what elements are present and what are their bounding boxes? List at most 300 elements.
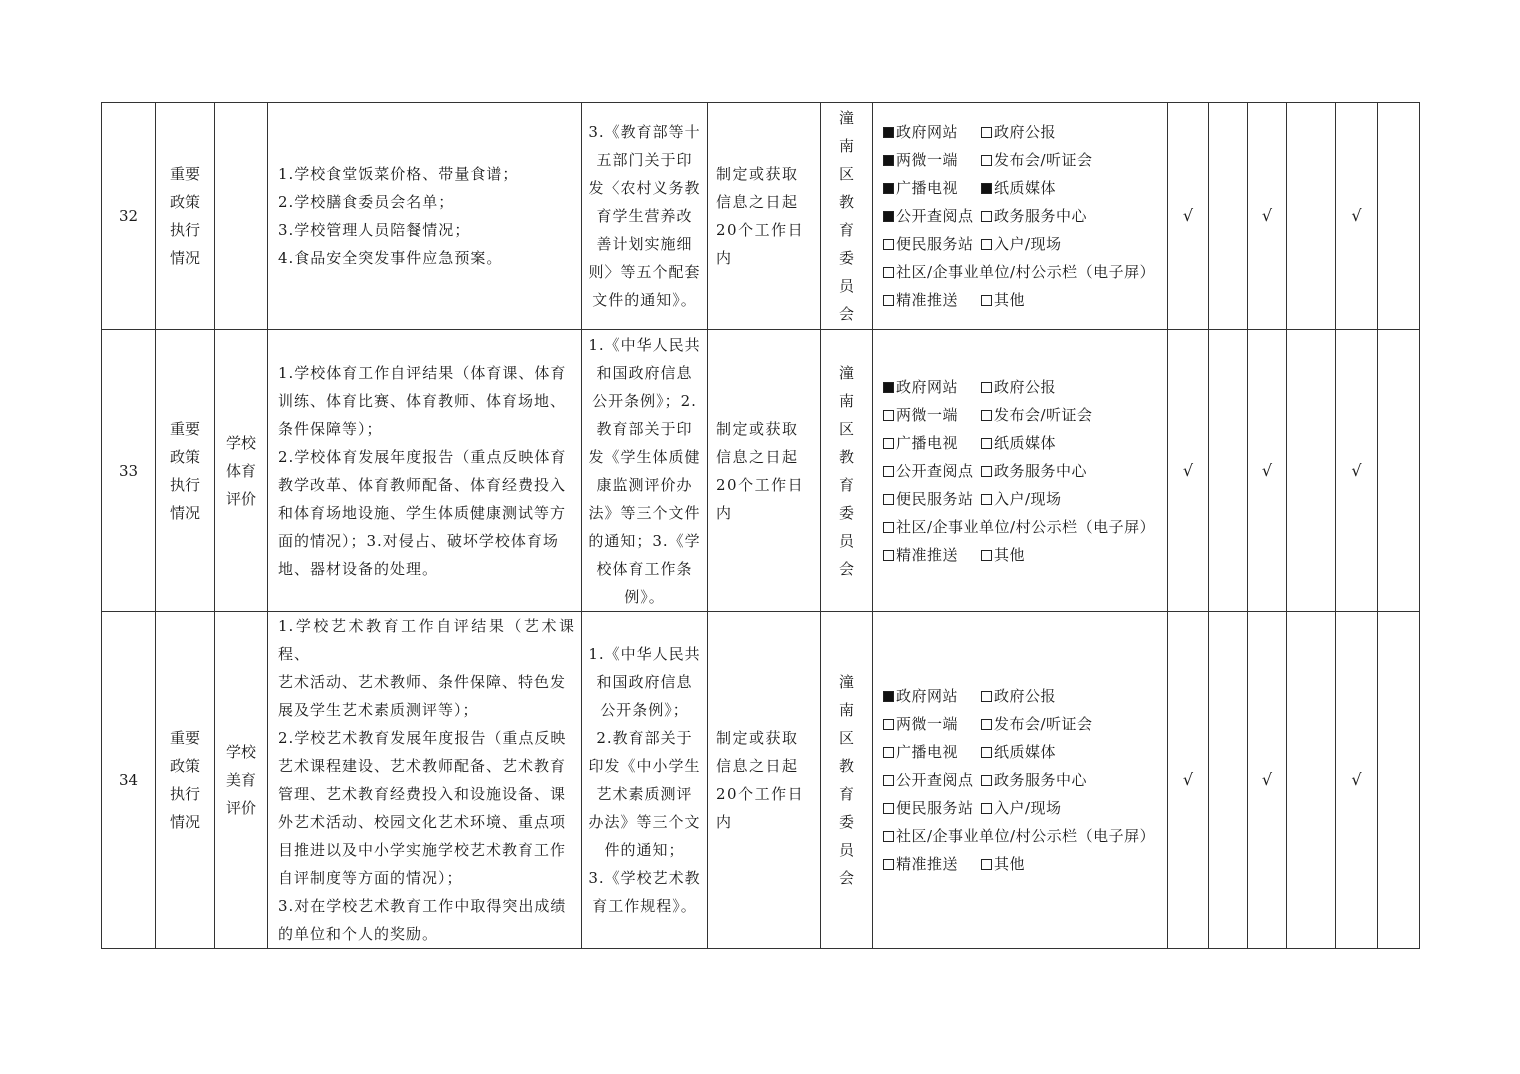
- unchecked-box-icon: [883, 466, 894, 477]
- unchecked-box-icon: [981, 550, 992, 561]
- channel-label: 两微一端: [896, 405, 959, 424]
- organization-char: 潼: [838, 109, 854, 127]
- unchecked-box-icon: [981, 803, 992, 814]
- channel-option: [981, 373, 1056, 401]
- unchecked-box-icon: [981, 382, 992, 393]
- channel-option: [883, 202, 981, 230]
- organization-char: 会: [838, 559, 854, 578]
- channel-row: [883, 118, 1163, 146]
- channel-option: [883, 710, 981, 738]
- check-mark: √: [1182, 770, 1194, 789]
- organization-char: 委: [838, 249, 854, 267]
- mark-cell: [1287, 612, 1336, 949]
- channel-option: [981, 541, 1025, 569]
- channel-option: [981, 738, 1056, 766]
- basis-line: 育学生营养改: [596, 207, 693, 225]
- channel-option: [883, 373, 981, 401]
- channel-option: [883, 258, 1155, 286]
- content-cell: [268, 330, 582, 612]
- channel-option: [883, 682, 981, 710]
- basis-line: 文件的通知》。: [592, 291, 697, 309]
- organization-char: 南: [838, 391, 854, 410]
- check-mark: √: [1351, 206, 1362, 225]
- channel-label: 政府公报: [994, 377, 1057, 396]
- content-line: 目推进以及中小学实施学校艺术教育工作: [278, 841, 567, 859]
- channel-label: 社区/企事业单位/村公示栏（电子屏）: [896, 827, 1156, 845]
- content-line: 外艺术活动、校园文化艺术环境、重点项: [278, 813, 567, 831]
- channel-option: [981, 429, 1056, 457]
- unchecked-box-icon: [883, 803, 894, 814]
- mark-cell: [1209, 330, 1248, 612]
- unchecked-box-icon: [981, 466, 992, 477]
- content-line: 3.学校管理人员陪餐情况；: [278, 221, 471, 239]
- channel-label: 纸质媒体: [994, 179, 1057, 197]
- channel-label: 公开查阅点: [896, 771, 974, 789]
- subcategory-char: 体育: [225, 461, 256, 480]
- basis-line: 五部门关于印: [596, 151, 693, 169]
- content-line: 2.学校体育发展年度报告（重点反映体育: [278, 447, 567, 466]
- organization-char: 区: [838, 419, 854, 438]
- content-line: 艺术课程建设、艺术教师配备、艺术教育: [278, 757, 567, 775]
- content-line: 的单位和个人的奖励。: [278, 925, 439, 943]
- content-cell: [268, 612, 582, 949]
- channel-row: [883, 822, 1163, 850]
- row-number: 32: [118, 207, 139, 225]
- organization-char: 委: [838, 503, 854, 522]
- channel-option: [981, 146, 1093, 174]
- channel-label: 政务服务中心: [994, 207, 1088, 225]
- organization-char: 潼: [838, 363, 854, 382]
- unchecked-box-icon: [883, 775, 894, 786]
- channel-row: [883, 258, 1163, 286]
- organization-char: 教: [838, 193, 854, 211]
- channel-row: [883, 146, 1163, 174]
- check-mark: √: [1182, 206, 1194, 225]
- channel-option: [981, 118, 1056, 146]
- category-char: 政策: [169, 447, 200, 466]
- channel-label: 纸质媒体: [994, 743, 1057, 761]
- basis-line: 1.《中华人民共: [588, 645, 701, 663]
- channel-row: [883, 174, 1163, 202]
- channel-label: 政务服务中心: [994, 771, 1088, 789]
- content-line: 自评制度等方面的情况）；: [278, 869, 463, 887]
- content-line: 3.对在学校艺术教育工作中取得突出成绩: [278, 897, 567, 915]
- channel-label: 发布会/听证会: [994, 151, 1093, 169]
- channel-label: 公开查阅点: [896, 461, 974, 480]
- row-number-cell: [102, 612, 156, 949]
- basis-line: 公开条例》；2.: [592, 391, 697, 410]
- unchecked-box-icon: [981, 410, 992, 421]
- category-cell: [156, 330, 215, 612]
- channel-label: 政府公报: [994, 687, 1057, 705]
- category-char: 政策: [169, 193, 200, 211]
- channel-label: 精准推送: [896, 545, 959, 564]
- content-line: 训练、体育比赛、体育教师、体育场地、: [278, 391, 567, 410]
- basis-line: 发《学生体质健: [588, 447, 701, 466]
- channel-row: [883, 429, 1163, 457]
- checked-box-icon: [981, 183, 992, 194]
- basis-line: 办法》等三个文: [588, 813, 701, 831]
- organization-char: 潼: [838, 673, 854, 691]
- basis-line: 则〉等五个配套: [588, 263, 701, 281]
- content-line: 条件保障等）；: [278, 419, 383, 438]
- checked-box-icon: [883, 382, 894, 393]
- basis-line: 教育部关于印: [596, 419, 693, 438]
- channel-option: [883, 286, 981, 314]
- time-line: 20个工作日: [716, 785, 805, 803]
- basis-line: 和国政府信息: [596, 673, 693, 691]
- channel-label: 政府网站: [896, 123, 959, 141]
- channel-row: [883, 710, 1163, 738]
- channel-label: 公开查阅点: [896, 207, 974, 225]
- unchecked-box-icon: [883, 438, 894, 449]
- organization-char: 育: [838, 221, 854, 239]
- check-mark: √: [1351, 460, 1362, 480]
- category-char: 执行: [169, 475, 200, 494]
- row-number-cell: [102, 103, 156, 330]
- content-line: 1.学校艺术教育工作自评结果（艺术课程、: [278, 617, 575, 663]
- category-char: 执行: [169, 221, 200, 239]
- content-line: 1.学校食堂饭菜价格、带量食谱；: [278, 165, 519, 183]
- content-line: 2.学校膳食委员会名单；: [278, 193, 455, 211]
- channel-label: 广播电视: [896, 743, 959, 761]
- subcategory-cell: [215, 612, 268, 949]
- channel-row: [883, 373, 1163, 401]
- channel-label: 两微一端: [896, 151, 959, 169]
- row-number-cell: [102, 330, 156, 612]
- unchecked-box-icon: [883, 410, 894, 421]
- basis-cell: [582, 103, 708, 330]
- channel-row: [883, 513, 1163, 541]
- channel-option: [883, 230, 981, 258]
- checked-box-icon: [883, 691, 894, 702]
- table-body: [102, 103, 1420, 949]
- subcategory-char: 美育: [225, 771, 256, 789]
- time-line: 制定或获取: [716, 419, 799, 438]
- channel-row: [883, 401, 1163, 429]
- channel-row: [883, 286, 1163, 314]
- organization-char: 员: [838, 841, 854, 859]
- channel-option: [981, 230, 1062, 258]
- channel-label: 广播电视: [896, 433, 959, 452]
- time-line: 信息之日起: [716, 447, 799, 466]
- basis-cell: [582, 612, 708, 949]
- basis-line: 件的通知；: [604, 841, 685, 859]
- channel-option: [883, 738, 981, 766]
- mark-cell: [1209, 103, 1248, 330]
- unchecked-box-icon: [883, 550, 894, 561]
- unchecked-box-icon: [981, 211, 992, 222]
- unchecked-box-icon: [981, 438, 992, 449]
- time-line: 信息之日起: [716, 757, 799, 775]
- unchecked-box-icon: [981, 859, 992, 870]
- organization-char: 员: [838, 531, 854, 550]
- organization-char: 委: [838, 813, 854, 831]
- channel-label: 其他: [994, 291, 1026, 309]
- basis-line: 校体育工作条: [596, 559, 693, 578]
- checked-box-icon: [883, 183, 894, 194]
- category-cell: [156, 612, 215, 949]
- unchecked-box-icon: [883, 719, 894, 730]
- basis-line: 艺术素质测评: [596, 785, 693, 803]
- channel-label: 社区/企事业单位/村公示栏（电子屏）: [896, 263, 1156, 281]
- channel-label: 广播电视: [896, 179, 959, 197]
- organization-char: 南: [838, 701, 854, 719]
- organization-char: 区: [838, 165, 854, 183]
- mark-cell: [1168, 103, 1209, 330]
- unchecked-box-icon: [981, 494, 992, 505]
- channel-option: [981, 457, 1087, 485]
- content-line: 教学改革、体育教师配备、体育经费投入: [278, 475, 567, 494]
- channel-label: 精准推送: [896, 291, 959, 309]
- channel-option: [883, 822, 1155, 850]
- unchecked-box-icon: [981, 747, 992, 758]
- channel-row: [883, 202, 1163, 230]
- check-mark: √: [1261, 460, 1273, 480]
- time-line: 制定或获取: [716, 165, 799, 183]
- channel-option: [981, 794, 1062, 822]
- unchecked-box-icon: [981, 719, 992, 730]
- subcategory-char: 评价: [225, 799, 256, 817]
- time-line: 信息之日起: [716, 193, 799, 211]
- organization-char: 育: [838, 475, 854, 494]
- channels-cell: [873, 612, 1168, 949]
- checked-box-icon: [883, 127, 894, 138]
- unchecked-box-icon: [981, 295, 992, 306]
- time-line: 20个工作日: [716, 221, 805, 239]
- unchecked-box-icon: [981, 239, 992, 250]
- channel-row: [883, 457, 1163, 485]
- unchecked-box-icon: [981, 155, 992, 166]
- time-line: 内: [716, 813, 733, 831]
- category-char: 重要: [169, 419, 200, 438]
- checked-box-icon: [883, 155, 894, 166]
- channel-option: [981, 485, 1062, 513]
- organization-char: 教: [838, 447, 854, 466]
- time-limit-cell: [708, 103, 821, 330]
- channel-option: [981, 202, 1087, 230]
- content-line: 艺术活动、艺术教师、条件保障、特色发: [278, 673, 567, 691]
- channel-label: 其他: [994, 855, 1026, 873]
- channel-label: 政府公报: [994, 123, 1057, 141]
- mark-cell: [1378, 612, 1420, 949]
- channel-label: 其他: [994, 545, 1026, 564]
- organization-char: 会: [838, 869, 854, 887]
- content-line: 展及学生艺术素质测评等）；: [278, 701, 479, 719]
- channel-option: [981, 286, 1025, 314]
- organization-char: 员: [838, 277, 854, 295]
- unchecked-box-icon: [883, 831, 894, 842]
- unchecked-box-icon: [883, 295, 894, 306]
- mark-cell: [1248, 612, 1287, 949]
- channel-label: 入户/现场: [994, 235, 1062, 253]
- channel-label: 便民服务站: [896, 799, 974, 817]
- channel-option: [883, 485, 981, 513]
- content-line: 和体育场地设施、学生体质健康测试等方: [278, 503, 567, 522]
- basis-line: 1.《中华人民共: [588, 335, 701, 354]
- category-char: 重要: [169, 729, 200, 747]
- organization-cell: [821, 612, 873, 949]
- unchecked-box-icon: [883, 267, 894, 278]
- organization-char: 育: [838, 785, 854, 803]
- category-cell: [156, 103, 215, 330]
- organization-char: 会: [838, 305, 854, 323]
- channel-option: [883, 457, 981, 485]
- mark-cell: [1168, 330, 1209, 612]
- unchecked-box-icon: [883, 859, 894, 870]
- check-mark: √: [1261, 206, 1273, 225]
- subcategory-char: 评价: [225, 489, 256, 508]
- channel-option: [981, 401, 1093, 429]
- channel-option: [883, 118, 981, 146]
- disclosure-table: [101, 102, 1420, 949]
- subcategory-cell: [215, 330, 268, 612]
- basis-line: 3.《学校艺术教: [588, 869, 701, 887]
- channel-option: [883, 429, 981, 457]
- channel-option: [883, 146, 981, 174]
- channel-row: [883, 850, 1163, 878]
- basis-line: 2.教育部关于: [596, 729, 693, 747]
- basis-line: 和国政府信息: [596, 363, 693, 382]
- channel-row: [883, 541, 1163, 569]
- basis-cell: [582, 330, 708, 612]
- mark-cell: [1248, 103, 1287, 330]
- content-line: 2.学校艺术教育发展年度报告（重点反映: [278, 729, 567, 747]
- mark-cell: [1336, 330, 1378, 612]
- check-mark: √: [1351, 770, 1362, 789]
- channel-label: 发布会/听证会: [994, 405, 1093, 424]
- mark-cell: [1209, 612, 1248, 949]
- channels-cell: [873, 330, 1168, 612]
- unchecked-box-icon: [981, 127, 992, 138]
- organization-cell: [821, 103, 873, 330]
- channel-option: [883, 541, 981, 569]
- channel-row: [883, 766, 1163, 794]
- channel-label: 精准推送: [896, 855, 959, 873]
- unchecked-box-icon: [883, 239, 894, 250]
- channel-option: [981, 850, 1025, 878]
- channel-option: [883, 766, 981, 794]
- category-char: 政策: [169, 757, 200, 775]
- table-row: [102, 612, 1420, 949]
- channel-option: [883, 513, 1155, 541]
- mark-cell: [1336, 612, 1378, 949]
- channel-option: [883, 794, 981, 822]
- unchecked-box-icon: [981, 775, 992, 786]
- basis-line: 3.《教育部等十: [588, 123, 701, 141]
- time-line: 20个工作日: [716, 475, 805, 494]
- time-line: 内: [716, 503, 733, 522]
- unchecked-box-icon: [883, 522, 894, 533]
- content-line: 地、器材设备的处理。: [278, 559, 439, 578]
- category-char: 情况: [169, 249, 200, 267]
- channel-label: 政务服务中心: [994, 461, 1088, 480]
- content-line: 面的情况）；3.对侵占、破坏学校体育场: [278, 531, 559, 550]
- basis-line: 康监测评价办: [596, 475, 693, 494]
- basis-line: 善计划实施细: [596, 235, 693, 253]
- channel-option: [883, 401, 981, 429]
- subcategory-cell: [215, 103, 268, 330]
- mark-cell: [1336, 103, 1378, 330]
- unchecked-box-icon: [981, 691, 992, 702]
- basis-line: 育工作规程》。: [592, 897, 697, 915]
- channel-label: 政府网站: [896, 377, 959, 396]
- time-line: 制定或获取: [716, 729, 799, 747]
- channel-label: 入户/现场: [994, 489, 1062, 508]
- check-mark: √: [1182, 460, 1194, 480]
- unchecked-box-icon: [883, 494, 894, 505]
- channels-cell: [873, 103, 1168, 330]
- channel-label: 社区/企事业单位/村公示栏（电子屏）: [896, 517, 1156, 536]
- organization-char: 区: [838, 729, 854, 747]
- channel-label: 便民服务站: [896, 489, 974, 508]
- channel-label: 发布会/听证会: [994, 715, 1093, 733]
- content-cell: [268, 103, 582, 330]
- organization-char: 教: [838, 757, 854, 775]
- mark-cell: [1287, 103, 1336, 330]
- mark-cell: [1287, 330, 1336, 612]
- category-char: 情况: [169, 813, 200, 831]
- time-limit-cell: [708, 330, 821, 612]
- content-line: 1.学校体育工作自评结果（体育课、体育: [278, 363, 567, 382]
- organization-char: 南: [838, 137, 854, 155]
- mark-cell: [1378, 103, 1420, 330]
- channel-label: 便民服务站: [896, 235, 974, 253]
- table-row: [102, 103, 1420, 330]
- unchecked-box-icon: [883, 747, 894, 758]
- subcategory-char: 学校: [225, 743, 256, 761]
- check-mark: √: [1261, 770, 1273, 789]
- channel-option: [883, 174, 981, 202]
- subcategory-char: 学校: [225, 433, 256, 452]
- channel-row: [883, 682, 1163, 710]
- time-line: 内: [716, 249, 733, 267]
- channel-label: 入户/现场: [994, 799, 1062, 817]
- basis-line: 发〈农村义务教: [588, 179, 701, 197]
- mark-cell: [1248, 330, 1287, 612]
- channel-label: 政府网站: [896, 687, 959, 705]
- basis-line: 法》等三个文件: [588, 503, 701, 522]
- table-row: [102, 330, 1420, 612]
- category-char: 情况: [169, 503, 200, 522]
- channel-row: [883, 230, 1163, 258]
- checked-box-icon: [883, 211, 894, 222]
- channel-row: [883, 794, 1163, 822]
- category-char: 重要: [169, 165, 200, 183]
- basis-line: 的通知；3.《学: [588, 531, 701, 550]
- basis-line: 公开条例》；: [600, 701, 689, 719]
- content-line: 管理、艺术教育经费投入和设施设备、课: [278, 785, 567, 803]
- channel-option: [981, 766, 1087, 794]
- row-number: 34: [118, 771, 139, 789]
- channel-option: [981, 710, 1093, 738]
- basis-line: 印发《中小学生: [588, 757, 701, 775]
- content-line: 4.食品安全突发事件应急预案。: [278, 249, 503, 267]
- mark-cell: [1378, 330, 1420, 612]
- channel-row: [883, 485, 1163, 513]
- channel-label: 两微一端: [896, 715, 959, 733]
- basis-line: 例》。: [624, 587, 665, 606]
- category-char: 执行: [169, 785, 200, 803]
- organization-cell: [821, 330, 873, 612]
- channel-option: [981, 174, 1056, 202]
- mark-cell: [1168, 612, 1209, 949]
- channel-label: 纸质媒体: [994, 433, 1057, 452]
- channel-option: [981, 682, 1056, 710]
- row-number: 33: [118, 461, 139, 480]
- time-limit-cell: [708, 612, 821, 949]
- channel-option: [883, 850, 981, 878]
